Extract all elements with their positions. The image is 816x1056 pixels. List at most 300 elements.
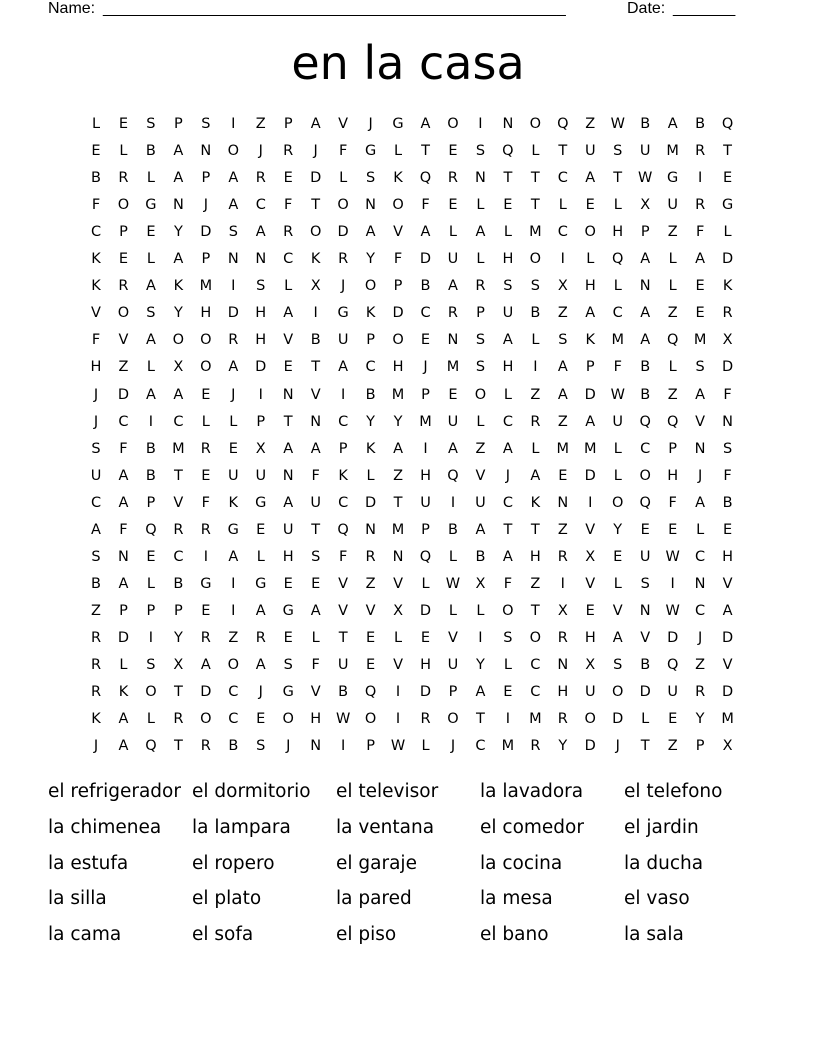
grid-letter: V bbox=[393, 224, 403, 241]
grid-letter: U bbox=[255, 467, 267, 484]
date-label: Date: bbox=[627, 0, 666, 17]
grid-letter: J bbox=[423, 359, 428, 376]
grid-letter: F bbox=[723, 386, 732, 403]
grid-letter: M bbox=[419, 413, 432, 430]
grid-letter: H bbox=[255, 332, 267, 349]
grid-letter: R bbox=[695, 143, 706, 160]
grid-letter: S bbox=[256, 738, 266, 755]
grid-letter: A bbox=[530, 467, 541, 484]
grid-letter: R bbox=[255, 170, 266, 187]
grid-letter: U bbox=[584, 143, 596, 160]
grid-letter: A bbox=[640, 332, 651, 349]
grid-letter: W bbox=[610, 116, 625, 132]
grid-letter: S bbox=[558, 332, 568, 349]
grid-letter: F bbox=[723, 467, 732, 484]
grid-letter: S bbox=[311, 548, 321, 565]
grid-letter: H bbox=[722, 548, 734, 565]
grid-letter: X bbox=[640, 197, 651, 214]
grid-letter: J bbox=[368, 116, 373, 132]
name-label: Name: bbox=[48, 0, 96, 17]
grid-letter: T bbox=[640, 738, 650, 755]
grid-letter: L bbox=[146, 170, 155, 187]
word-list-item: el sofa bbox=[192, 924, 254, 945]
grid-letter: P bbox=[585, 359, 595, 376]
grid-letter: O bbox=[200, 359, 212, 376]
grid-letter: A bbox=[475, 684, 486, 701]
grid-letter: M bbox=[529, 224, 542, 241]
grid-letter: E bbox=[283, 359, 293, 376]
word-list-item: el dormitorio bbox=[192, 781, 311, 802]
grid-letter: W bbox=[335, 711, 351, 728]
grid-letter: A bbox=[695, 251, 706, 268]
grid-letter: R bbox=[90, 657, 102, 673]
grid-letter: U bbox=[667, 197, 678, 214]
grid-letter: I bbox=[588, 494, 593, 511]
grid-letter: L bbox=[531, 143, 540, 160]
grid-letter: N bbox=[365, 521, 377, 538]
grid-letter: E bbox=[448, 386, 458, 403]
grid-letter: V bbox=[640, 629, 651, 646]
grid-letter: B bbox=[530, 305, 541, 322]
word-list-item: el comedor bbox=[480, 817, 584, 838]
grid-letter: B bbox=[420, 278, 431, 295]
grid-letter: B bbox=[695, 116, 706, 132]
grid-letter: D bbox=[584, 386, 596, 403]
grid-letter: U bbox=[447, 657, 459, 673]
grid-letter: E bbox=[585, 602, 595, 619]
grid-letter: E bbox=[722, 170, 733, 187]
grid-letter: R bbox=[365, 548, 376, 565]
grid-letter: R bbox=[722, 305, 733, 322]
grid-letter: U bbox=[420, 494, 431, 511]
grid-letter: H bbox=[667, 467, 679, 484]
grid-letter: P bbox=[146, 602, 156, 619]
grid-letter: T bbox=[311, 521, 321, 538]
grid-letter: O bbox=[200, 332, 212, 349]
grid-letter: A bbox=[173, 251, 184, 268]
grid-letter: E bbox=[283, 170, 293, 187]
grid-letter: B bbox=[145, 467, 156, 484]
grid-letter: P bbox=[476, 305, 485, 322]
grid-letter: U bbox=[447, 251, 459, 268]
grid-letter: S bbox=[475, 332, 486, 349]
grid-letter: I bbox=[231, 575, 236, 592]
grid-letter: C bbox=[90, 494, 102, 511]
grid-letter: S bbox=[640, 575, 650, 592]
grid-letter: I bbox=[423, 440, 428, 457]
grid-letter: A bbox=[393, 440, 403, 457]
grid-letter: Y bbox=[613, 521, 623, 538]
grid-letter: N bbox=[639, 602, 651, 619]
grid-letter: C bbox=[530, 657, 541, 673]
grid-letter: C bbox=[118, 413, 129, 430]
name-blank[interactable]: ____________________________________________________ bbox=[103, 0, 566, 17]
grid-letter: B bbox=[640, 657, 651, 673]
grid-letter: X bbox=[585, 548, 596, 565]
grid-letter: I bbox=[478, 629, 483, 646]
grid-letter: E bbox=[91, 143, 101, 160]
grid-letter: I bbox=[148, 629, 154, 646]
grid-letter: L bbox=[476, 197, 485, 214]
word-list-item: el bano bbox=[480, 924, 549, 945]
grid-letter: P bbox=[338, 440, 348, 457]
grid-letter: J bbox=[697, 629, 703, 646]
grid-letter: F bbox=[311, 467, 320, 484]
grid-letter: T bbox=[393, 494, 403, 511]
grid-letter: S bbox=[365, 170, 376, 187]
grid-letter: O bbox=[200, 711, 212, 728]
grid-letter: U bbox=[310, 494, 321, 511]
grid-letter: E bbox=[201, 602, 211, 619]
grid-letter: A bbox=[228, 548, 239, 565]
grid-letter: S bbox=[695, 359, 705, 376]
grid-letter: D bbox=[227, 305, 239, 322]
grid-letter: G bbox=[721, 197, 734, 214]
grid-letter: C bbox=[502, 494, 513, 511]
grid-letter: A bbox=[667, 116, 678, 132]
grid-letter: L bbox=[531, 440, 540, 457]
grid-letter: A bbox=[145, 386, 156, 403]
grid-letter: J bbox=[93, 738, 99, 755]
grid-letter: N bbox=[200, 143, 212, 160]
grid-letter: F bbox=[668, 494, 677, 511]
grid-letter: N bbox=[475, 170, 486, 187]
grid-letter: E bbox=[283, 629, 293, 646]
grid-letter: L bbox=[91, 116, 101, 132]
grid-letter: J bbox=[93, 413, 99, 430]
grid-letter: W bbox=[445, 575, 461, 592]
grid-letter: V bbox=[310, 386, 321, 403]
grid-letter: E bbox=[722, 521, 733, 538]
grid-letter: S bbox=[228, 224, 238, 241]
grid-letter: X bbox=[475, 575, 486, 592]
grid-letter: K bbox=[91, 711, 101, 728]
grid-letter: G bbox=[200, 575, 212, 592]
grid-letter: H bbox=[392, 359, 404, 376]
grid-letter: S bbox=[722, 440, 733, 457]
grid-letter: T bbox=[723, 143, 732, 160]
grid-letter: H bbox=[612, 224, 624, 241]
grid-letter: E bbox=[640, 521, 650, 538]
grid-letter: E bbox=[366, 629, 376, 646]
grid-letter: G bbox=[337, 305, 349, 322]
grid-letter: D bbox=[310, 170, 322, 187]
grid-letter: D bbox=[117, 629, 130, 646]
grid-letter: N bbox=[392, 548, 404, 565]
grid-letter: A bbox=[640, 251, 651, 268]
grid-letter: K bbox=[338, 467, 348, 484]
grid-letter: A bbox=[118, 467, 129, 484]
grid-letter: C bbox=[255, 197, 266, 214]
grid-letter: J bbox=[258, 143, 263, 160]
grid-letter: C bbox=[173, 413, 184, 430]
grid-letter: L bbox=[503, 224, 512, 241]
grid-letter: L bbox=[613, 575, 622, 592]
grid-letter: C bbox=[502, 413, 513, 430]
grid-letter: R bbox=[90, 629, 102, 646]
grid-letter: C bbox=[365, 359, 376, 376]
grid-letter: K bbox=[585, 332, 596, 349]
grid-letter: E bbox=[146, 548, 156, 565]
grid-letter: L bbox=[503, 386, 512, 403]
grid-letter: E bbox=[448, 197, 458, 214]
grid-letter: T bbox=[530, 197, 540, 214]
grid-letter: G bbox=[255, 575, 267, 592]
grid-letter: U bbox=[584, 684, 596, 701]
grid-letter: C bbox=[338, 413, 349, 430]
grid-letter: C bbox=[612, 305, 623, 322]
grid-letter: E bbox=[118, 116, 129, 132]
grid-letter: O bbox=[117, 305, 130, 322]
grid-letter: M bbox=[391, 521, 405, 538]
grid-letter: R bbox=[283, 143, 294, 160]
grid-letter: L bbox=[119, 657, 128, 673]
grid-letter: S bbox=[91, 440, 101, 457]
grid-letter: W bbox=[665, 548, 680, 565]
grid-letter: A bbox=[585, 170, 596, 187]
grid-letter: N bbox=[722, 413, 733, 430]
grid-letter: V bbox=[365, 602, 376, 619]
grid-letter: R bbox=[283, 224, 294, 241]
grid-letter: E bbox=[256, 711, 266, 728]
grid-letter: E bbox=[448, 143, 458, 160]
grid-letter: P bbox=[448, 684, 458, 701]
grid-letter: L bbox=[476, 413, 485, 430]
grid-letter: D bbox=[721, 629, 734, 646]
grid-letter: B bbox=[173, 575, 184, 592]
grid-letter: W bbox=[610, 386, 625, 403]
grid-letter: R bbox=[173, 521, 184, 538]
grid-letter: D bbox=[584, 738, 596, 755]
grid-letter: M bbox=[556, 440, 570, 457]
grid-letter: C bbox=[420, 305, 431, 322]
grid-letter: I bbox=[560, 575, 565, 592]
word-list-item: la mesa bbox=[480, 888, 553, 909]
grid-letter: A bbox=[118, 711, 129, 728]
page-title: en la casa bbox=[291, 36, 525, 90]
word-list-item: la lampara bbox=[192, 817, 291, 838]
grid-letter: B bbox=[228, 738, 239, 755]
grid-letter: Z bbox=[255, 116, 266, 132]
grid-letter: L bbox=[421, 738, 430, 755]
grid-letter: Q bbox=[364, 684, 377, 701]
grid-letter: R bbox=[200, 521, 211, 538]
grid-letter: C bbox=[338, 494, 349, 511]
grid-letter: P bbox=[695, 738, 705, 755]
grid-letter: A bbox=[640, 305, 651, 322]
grid-letter: F bbox=[421, 197, 430, 214]
word-list-item: el piso bbox=[336, 924, 397, 945]
grid-letter: D bbox=[200, 224, 212, 241]
grid-letter: I bbox=[340, 386, 346, 403]
grid-letter: A bbox=[118, 494, 129, 511]
grid-letter: K bbox=[228, 494, 239, 511]
grid-letter: D bbox=[721, 251, 734, 268]
grid-letter: M bbox=[391, 386, 405, 403]
grid-letter: E bbox=[558, 467, 568, 484]
grid-letter: J bbox=[258, 684, 263, 701]
grid-letter: O bbox=[309, 224, 322, 241]
grid-letter: A bbox=[585, 413, 596, 430]
grid-letter: V bbox=[722, 575, 733, 592]
grid-letter: G bbox=[364, 143, 377, 160]
grid-letter: T bbox=[613, 170, 623, 187]
grid-letter: L bbox=[613, 278, 622, 295]
grid-letter: U bbox=[337, 657, 349, 673]
grid-letter: Q bbox=[145, 521, 157, 538]
grid-letter: A bbox=[695, 494, 706, 511]
grid-letter: B bbox=[145, 143, 156, 160]
grid-letter: D bbox=[639, 684, 651, 701]
grid-letter: M bbox=[611, 332, 624, 349]
grid-letter: N bbox=[282, 467, 294, 484]
grid-letter: P bbox=[668, 440, 678, 457]
grid-letter: L bbox=[668, 251, 677, 268]
grid-letter: D bbox=[365, 494, 377, 511]
grid-letter: P bbox=[283, 116, 293, 132]
grid-letter: N bbox=[557, 657, 569, 673]
grid-letter: E bbox=[668, 711, 678, 728]
grid-letter: V bbox=[475, 467, 486, 484]
grid-letter: E bbox=[585, 197, 595, 214]
grid-letter: I bbox=[231, 116, 236, 132]
grid-letter: P bbox=[119, 602, 128, 619]
grid-letter: M bbox=[584, 440, 597, 457]
grid-letter: U bbox=[667, 684, 678, 701]
grid-letter: A bbox=[228, 197, 239, 214]
grid-letter: L bbox=[448, 548, 458, 565]
grid-letter: V bbox=[310, 684, 321, 701]
grid-letter: A bbox=[722, 602, 733, 619]
grid-letter: R bbox=[475, 278, 486, 295]
grid-letter: T bbox=[558, 143, 568, 160]
grid-letter: Z bbox=[557, 305, 568, 322]
grid-letter: Y bbox=[173, 224, 183, 241]
grid-letter: L bbox=[641, 711, 650, 728]
grid-letter: P bbox=[201, 251, 211, 268]
grid-letter: R bbox=[447, 170, 458, 187]
grid-letter: P bbox=[201, 170, 211, 187]
grid-letter: V bbox=[338, 575, 349, 592]
grid-letter: Z bbox=[228, 629, 239, 646]
grid-letter: J bbox=[286, 738, 291, 755]
grid-letter: O bbox=[474, 386, 487, 403]
grid-letter: Z bbox=[118, 359, 129, 376]
grid-letter: E bbox=[256, 521, 266, 538]
grid-letter: L bbox=[586, 251, 595, 268]
grid-letter: Q bbox=[721, 116, 734, 132]
word-list-item: el garaje bbox=[336, 853, 417, 874]
grid-letter: Q bbox=[145, 738, 157, 755]
grid-letter: X bbox=[393, 602, 404, 619]
grid-letter: C bbox=[283, 251, 294, 268]
grid-letter: N bbox=[282, 386, 294, 403]
grid-letter: E bbox=[201, 467, 211, 484]
grid-letter: I bbox=[148, 413, 154, 430]
grid-letter: J bbox=[505, 467, 511, 484]
grid-letter: U bbox=[475, 494, 486, 511]
grid-letter: R bbox=[118, 278, 129, 295]
word-list-item: el telefono bbox=[624, 781, 723, 802]
grid-letter: N bbox=[447, 332, 459, 349]
grid-letter: Z bbox=[667, 738, 678, 755]
grid-letter: F bbox=[338, 548, 348, 565]
grid-letter: F bbox=[393, 251, 403, 268]
grid-letter: S bbox=[613, 143, 623, 160]
grid-letter: B bbox=[475, 548, 486, 565]
grid-letter: V bbox=[722, 657, 733, 673]
grid-letter: S bbox=[613, 657, 623, 673]
grid-letter: I bbox=[313, 305, 318, 322]
grid-letter: N bbox=[502, 116, 514, 132]
grid-letter: N bbox=[255, 251, 267, 268]
grid-letter: T bbox=[503, 170, 513, 187]
grid-letter: G bbox=[227, 521, 239, 538]
grid-letter: Q bbox=[612, 251, 624, 268]
word-list-item: la ducha bbox=[624, 853, 704, 874]
grid-letter: U bbox=[502, 305, 514, 322]
grid-letter: F bbox=[119, 521, 128, 538]
grid-letter: A bbox=[502, 440, 513, 457]
grid-letter: Z bbox=[667, 305, 678, 322]
grid-letter: T bbox=[173, 738, 183, 755]
grid-letter: J bbox=[340, 278, 346, 295]
grid-letter: E bbox=[695, 305, 705, 322]
grid-letter: E bbox=[668, 521, 678, 538]
grid-letter: B bbox=[310, 332, 321, 349]
grid-letter: F bbox=[503, 575, 513, 592]
grid-letter: R bbox=[557, 629, 568, 646]
grid-letter: L bbox=[668, 278, 677, 295]
grid-letter: N bbox=[365, 197, 377, 214]
grid-letter: L bbox=[421, 575, 430, 592]
grid-letter: K bbox=[173, 278, 184, 295]
grid-letter: B bbox=[640, 386, 651, 403]
grid-letter: R bbox=[228, 332, 239, 349]
grid-letter: K bbox=[310, 251, 321, 268]
grid-letter: I bbox=[395, 684, 401, 701]
grid-letter: E bbox=[283, 575, 293, 592]
grid-letter: N bbox=[172, 197, 184, 214]
grid-letter: A bbox=[118, 738, 129, 755]
grid-letter: L bbox=[146, 575, 155, 592]
grid-letter: D bbox=[584, 467, 596, 484]
grid-letter: S bbox=[475, 359, 486, 376]
date-blank[interactable]: _______ bbox=[673, 0, 736, 17]
grid-letter: E bbox=[311, 575, 321, 592]
grid-letter: D bbox=[117, 386, 130, 403]
grid-letter: L bbox=[201, 413, 210, 430]
grid-letter: R bbox=[200, 440, 211, 457]
grid-letter: H bbox=[200, 305, 212, 322]
grid-letter: I bbox=[203, 548, 208, 565]
grid-letter: O bbox=[502, 602, 514, 619]
grid-letter: K bbox=[530, 494, 541, 511]
word-list-item: la pared bbox=[336, 888, 412, 909]
grid-letter: R bbox=[420, 711, 431, 728]
grid-letter: A bbox=[228, 359, 239, 376]
grid-letter: I bbox=[231, 278, 236, 295]
grid-letter: F bbox=[695, 224, 705, 241]
grid-letter: H bbox=[557, 684, 569, 701]
grid-letter: O bbox=[392, 197, 404, 214]
grid-letter: V bbox=[118, 332, 129, 349]
grid-letter: L bbox=[531, 332, 540, 349]
grid-letter: V bbox=[695, 413, 706, 430]
word-list-item: el vaso bbox=[624, 888, 690, 909]
grid-letter: N bbox=[694, 440, 706, 457]
grid-letter: H bbox=[90, 359, 102, 376]
